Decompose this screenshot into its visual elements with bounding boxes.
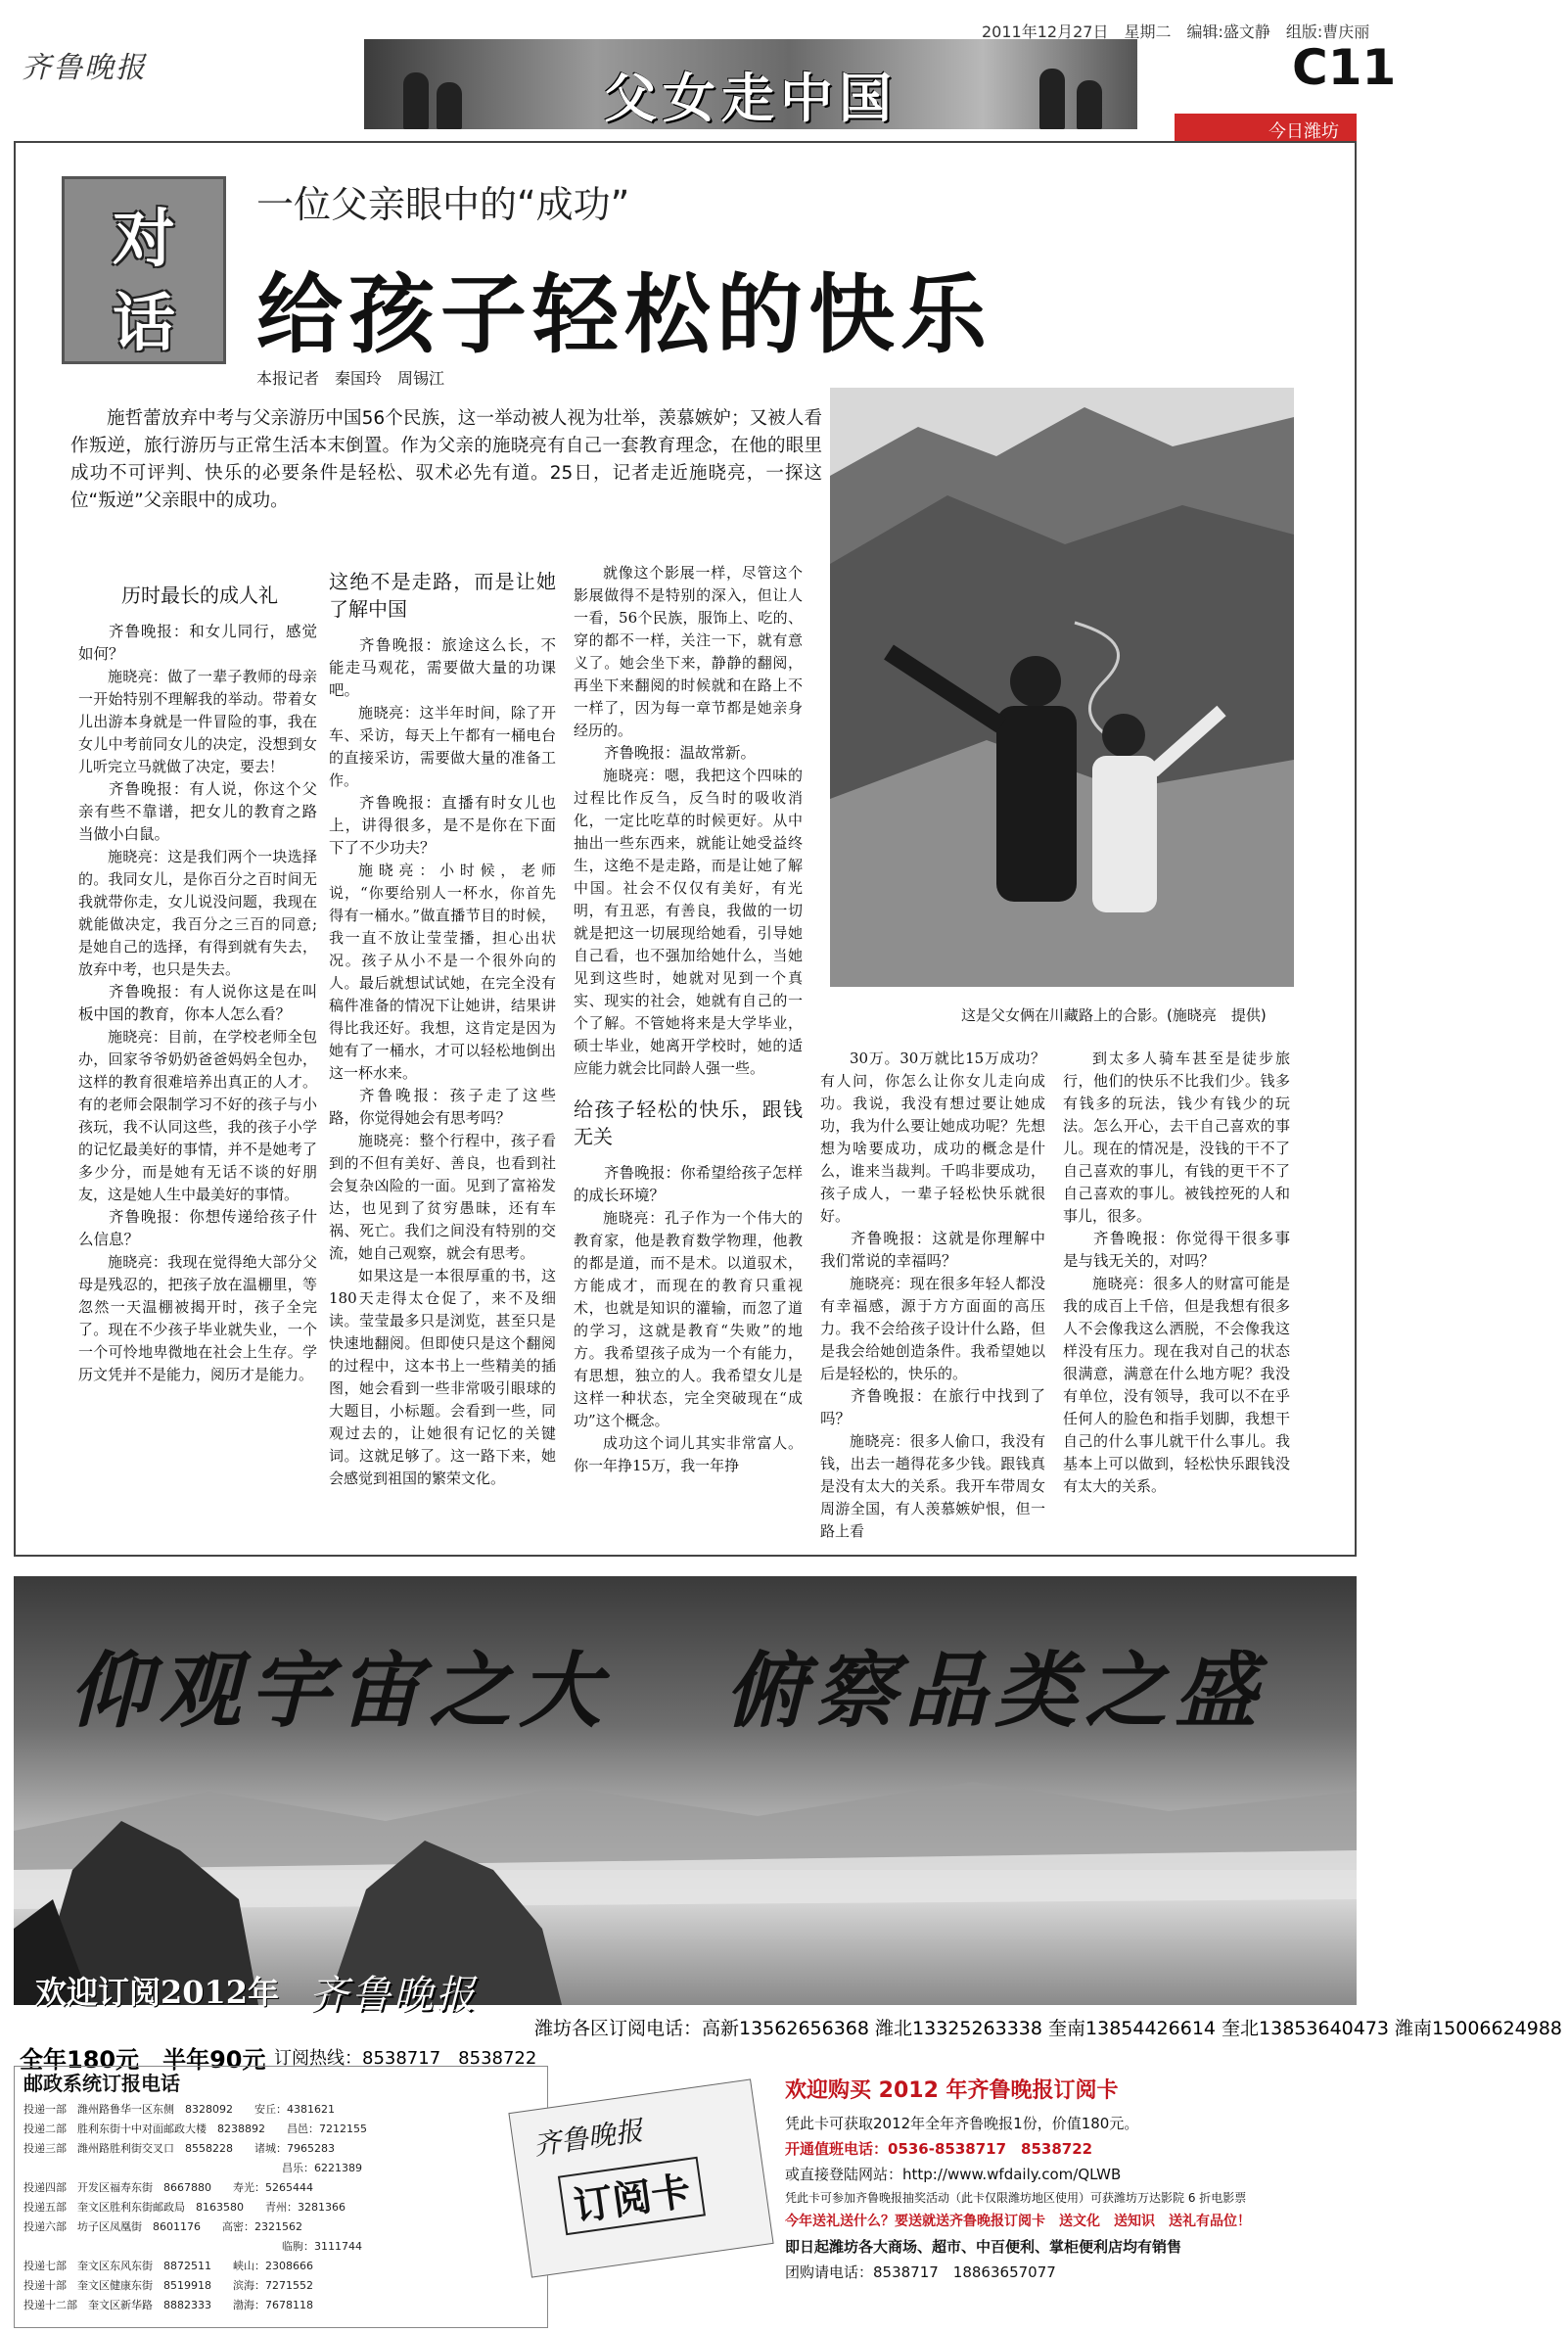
ad-slogan: 仰观宇宙之大: [69, 1642, 610, 1739]
question: 齐鲁晚报：有人说，你这个父亲有些不靠谱，把女儿的教育之路当做小白鼠。: [78, 780, 317, 843]
article-column-2: [329, 562, 556, 1516]
answer: 施晓亮：很多人偷口，我没有钱，出去一趟得花多少钱。跟钱真是没有太大的关系。我开车带周女周游全国，有人羡慕嫉妒恨，但一路上看: [820, 1432, 1045, 1540]
section-heading: 历时最长的成人礼: [121, 583, 278, 607]
answer: 施晓亮：孔子作为一个伟大的教育家，他是教育数学物理，他教的都是道，而不是术。以道驭术，方能成才，而现在的教育只重视术，也就是知识的灌输，而忽了道的学习，这就是教育“失败”的地方。我希望孩子成为一个有能力，有思想，独立的人。我希望女儿是这样一种状态，完全突破现在“成功”这个概念。: [574, 1209, 803, 1429]
postal-row: 投递三部 潍州路胜利街交叉口 8558228 诸城：7965283: [23, 2142, 335, 2155]
subheadline: 一位父亲眼中的“成功”: [256, 183, 630, 226]
article-column-5: [1063, 1048, 1290, 1517]
question: 齐鲁晚报：在旅行中找到了吗？: [820, 1387, 1045, 1427]
postal-row: 投递二部 胜利东街十中对面邮政大楼 8238892 昌邑：7212155: [23, 2123, 367, 2135]
promo-line: 或直接登陆网站：http://www.wfdaily.com/QLWB: [785, 2166, 1122, 2183]
postal-row: 临朐：3111744: [23, 2240, 362, 2253]
section-heading: 给孩子轻松的快乐，跟钱无关: [574, 1097, 803, 1148]
newspaper-logo: 齐鲁晚报: [22, 51, 147, 85]
question: 齐鲁晚报：旅途这么长，不能走马观花，需要做大量的功课吧。: [329, 636, 556, 699]
postal-row: 投递六部 坊子区凤凰街 8601176 高密：2321562: [23, 2220, 302, 2233]
answer: 30万。30万就比15万成功？有人问，你怎么让你女儿走向成功。我说，我没有想过要让她成功，我为什么要让她成功呢？先想想为啥要成功，成功的概念是什么，谁来当裁判。千呜非要成功，孩子成人，一辈子轻松快乐就很好。: [820, 1050, 1045, 1225]
answer: 施晓亮：很多人的财富可能是我的成百上千倍，但是我想有很多人不会像我这么洒脱，不会像我这样没有压力。现在我对自己的状态很满意，满意在什么地方呢？我没有单位，没有领导，我可以不在乎任何人的脸色和指手划脚，我想干自己的什么事儿就干什么事儿。我基本上可以做到，轻松快乐跟钱没有太大的关系。: [1063, 1275, 1290, 1495]
answer: 施晓亮：这半年时间，除了开车、采访，每天上午都有一桶电台的直接采访，需要做大量的准备工作。: [329, 704, 556, 789]
ad-slogan: 俯察品类之盛: [724, 1642, 1266, 1739]
answer: 施晓亮：这是我们两个一块选择的。我同女儿，是你百分之百时间无我就带你走，女儿说没问题，我现在就能做决定，我百分之三百的同意;是她自己的选择，有得到就有失去，放弃中考，也只是失去。: [78, 848, 317, 978]
promo-line: 凭此卡可获取2012年全年齐鲁晚报1份，价值180元。: [785, 2115, 1139, 2132]
subscription-card: [508, 2078, 773, 2277]
question: 齐鲁晚报：孩子走了这些路，你觉得她会有思考吗？: [329, 1087, 556, 1127]
answer: 施晓亮：我现在觉得绝大部分父母是残忍的，把孩子放在温棚里，等忽然一天温棚被揭开时，孩子全完了。现在不少孩子毕业就失业，一个一个可怜地卑微地在社会上生存。学历文凭并不是能力，阅历才是能力。: [78, 1253, 317, 1383]
article-column-4: [820, 1048, 1045, 1540]
question: 齐鲁晚报：你觉得干很多事是与钱无关的，对吗？: [1063, 1230, 1290, 1270]
answer: 就像这个影展一样，尽管这个影展做得不是特别的深入，但让人一看，56个民族，服饰上、吃的、穿的都不一样，关注一下，就有意义了。她会坐下来，静静的翻阅，再坐下来翻阅的时候就和在路上不一样了，因为每一章节都是她亲身经历的。: [574, 564, 803, 739]
answer: 施晓亮：现在很多年轻人都没有幸福感，源于方方面面的高压力。我不会给孩子设计什么路，但是我会给她创造条件。我希望她以后是轻松的，快乐的。: [820, 1275, 1045, 1382]
question: 齐鲁晚报：和女儿同行，感觉如何？: [78, 623, 317, 663]
question: 齐鲁晚报：你想传递给孩子什么信息？: [78, 1208, 317, 1248]
answer: 施晓亮：嗯，我把这个四味的过程比作反刍，反刍时的吸收消化，一定比吃草的时候更好。从中抽出一些东西来，就能让她受益终生，这绝不是走路，而是让她了解中国。社会不仅仅有美好，有光明，有丑恶，有善良，我做的一切就是把这一切展现给她看，引导她自己看，也不强加给她什么，当她见到这些时，她就对见到一个真实、现实的社会，她就有自己的一个了解。不管她将来是大学毕业，硕士毕业，她离开学校时，她的适应能力就会比同龄人强一些。: [574, 767, 803, 1077]
answer: 成功这个词儿其实非常富人。你一年挣15万，我一年挣: [574, 1434, 803, 1474]
kicker-char: 话: [113, 287, 175, 360]
photo-caption: 这是父女俩在川藏路上的合影。(施晓亮 提供): [961, 1006, 1267, 1024]
ad-price: 全年180元 半年90元: [20, 2046, 266, 2074]
section-tab: 今日潍坊: [1175, 114, 1357, 143]
article-column-3: [574, 562, 803, 1516]
ad-welcome: 欢迎订阅2012年: [35, 1974, 280, 2011]
article-column-1: [78, 576, 317, 1516]
question: 齐鲁晚报：你希望给孩子怎样的成长环境？: [574, 1164, 803, 1204]
answer: 如果这是一本很厚重的书，这180天走得太仓促了，来不及细读。莹莹最多只是浏览，甚至只是快速地翻阅。但即使只是这个翻阅的过程中，这本书上一些精美的插图，她会看到一些非常吸引眼球的大题目，小标题。会看到一些，同观过去的，让她很有记忆的关键词。这就足够了。这一路下来，她会感觉到祖国的繁荣文化。: [329, 1267, 556, 1487]
postal-row: 投递十部 奎文区健康东街 8519918 滨海：7271552: [23, 2279, 313, 2292]
banner-title: 父女走中国: [604, 67, 898, 129]
page-number: C11: [1292, 39, 1397, 96]
card-title: 订阅卡: [558, 2157, 706, 2235]
promo-line: 即日起潍坊各大商场、超市、中百便利、掌柜便利店均有销售: [785, 2238, 1182, 2256]
section-heading: 这绝不是走路，而是让她了解中国: [329, 570, 556, 621]
postal-row: 投递十二部 奎文区新华路 8882333 渤海：7678118: [23, 2299, 313, 2311]
answer: 施晓亮：目前，在学校老师全包办，回家爷爷奶奶爸爸妈妈全包办，这样的教育很难培养出真正的人才。有的老师会限制学习不好的孩子与小孩玩，我不认同这些，我的孩子小学的记忆最美好的事情，并不是她考了多少分，而是她有无话不谈的好朋友，这是她人生中最美好的事情。: [78, 1028, 317, 1203]
question: 齐鲁晚报：这就是你理解中我们常说的幸福吗？: [820, 1230, 1045, 1270]
card-logo: 齐鲁晚报: [530, 2114, 645, 2162]
headline: 给孩子轻松的快乐: [256, 264, 993, 365]
question: 齐鲁晚报：有人说你这是在叫板中国的教育，你本人怎么看？: [78, 983, 317, 1023]
article-photo: [830, 388, 1294, 987]
postal-row: 投递一部 潍州路鲁华一区东侧 8328092 安丘：4381621: [23, 2103, 335, 2116]
postal-row: 投递五部 奎文区胜利东街邮政局 8163580 青州：3281366: [23, 2201, 346, 2214]
ad-hotline: 订阅热线：8538717 8538722: [274, 2048, 537, 2069]
postal-row: 投递四部 开发区福寿东街 8667880 寿光：5265444: [23, 2181, 313, 2194]
answer: 施晓亮：整个行程中，孩子看到的不但有美好、善良，也看到社会复杂凶险的一面。见到了富裕发达，也见到了贫穷愚昧，还有车祸、死亡。我们之间没有特别的交流，她自己观察，就会有思考。: [329, 1132, 556, 1262]
promo-line: 开通值班电话：0536-8538717 8538722: [785, 2140, 1093, 2158]
ad-branch-phones: 潍坊各区订阅电话：高新13562656368 潍北13325263338 奎南13854426614 奎北13853640473 潍南15006624988: [529, 2012, 1568, 2042]
answer: 施晓亮：小时候，老师说，“你要给别人一杯水，你首先得有一桶水。”做直播节目的时候，我一直不放让莹莹播，担心出状况。孩子从小不是一个很外向的人。最后就想试试她，在完全没有稿件准备的情况下让她讲，结果讲得比我还好。我想，这肯定是因为她有了一桶水，才可以轻松地倒出这一杯水来。: [329, 862, 556, 1082]
postal-row: 投递七部 奎文区东风东街 8872511 峡山：2308666: [23, 2260, 313, 2272]
kicker-char: 对: [113, 203, 175, 276]
question: 齐鲁晚报：直播有时女儿也上，讲得很多，是不是你在下面下了不少功夫？: [329, 794, 556, 857]
series-banner: [364, 39, 1137, 129]
postal-title: 邮政系统订报电话: [23, 2072, 180, 2095]
promo-line: 今年送礼送什么？要送就送齐鲁晚报订阅卡 送文化 送知识 送礼有品位！: [785, 2214, 1251, 2229]
postal-row: 昌乐：6221389: [23, 2162, 362, 2174]
dateline: 2011年12月27日 星期二 编辑:盛文静 组版:曹庆丽: [982, 23, 1370, 41]
promo-line: 凭此卡可参加齐鲁晚报抽奖活动（此卡仅限潍坊地区使用）可获潍坊万达影院 6 折电影票: [785, 2191, 1247, 2205]
byline: 本报记者 秦国玲 周锡江: [256, 369, 445, 388]
answer: 到太多人骑车甚至是徒步旅行，他们的快乐不比我们少。钱多有钱多的玩法，钱少有钱少的玩法。怎么开心，去干自己喜欢的事儿。现在的情况是，没钱的干不了自己喜欢的事儿，有钱的更干不了自己喜欢的事儿。被钱控死的人和事儿，很多。: [1063, 1050, 1290, 1225]
promo-title: 欢迎购买 2012 年齐鲁晚报订阅卡: [785, 2078, 1119, 2103]
answer: 施晓亮：做了一辈子教师的母亲一开始特别不理解我的举动。带着女儿出游本身就是一件冒险的事，我在女儿中考前同女儿的决定，没想到女儿听完立马就做了决定，要去！: [78, 668, 317, 775]
lede-paragraph: 施哲蕾放弃中考与父亲游历中国56个民族，这一举动被人视为壮举，羡慕嫉妒；又被人看作叛逆，旅行游历与正常生活本末倒置。作为父亲的施晓亮有自己一套教育理念，在他的眼里成功不可评判、快乐的必要条件是轻松、驭术必先有道。25日，记者走近施晓亮，一探这位“叛逆”父亲眼中的成功。: [70, 408, 822, 511]
promo-line: 团购请电话：8538717 18863657077: [785, 2263, 1056, 2281]
kicker-box: [62, 176, 226, 364]
question: 齐鲁晚报：温故常新。: [604, 744, 757, 762]
ad-logo: 齐鲁晚报: [309, 1973, 478, 2018]
